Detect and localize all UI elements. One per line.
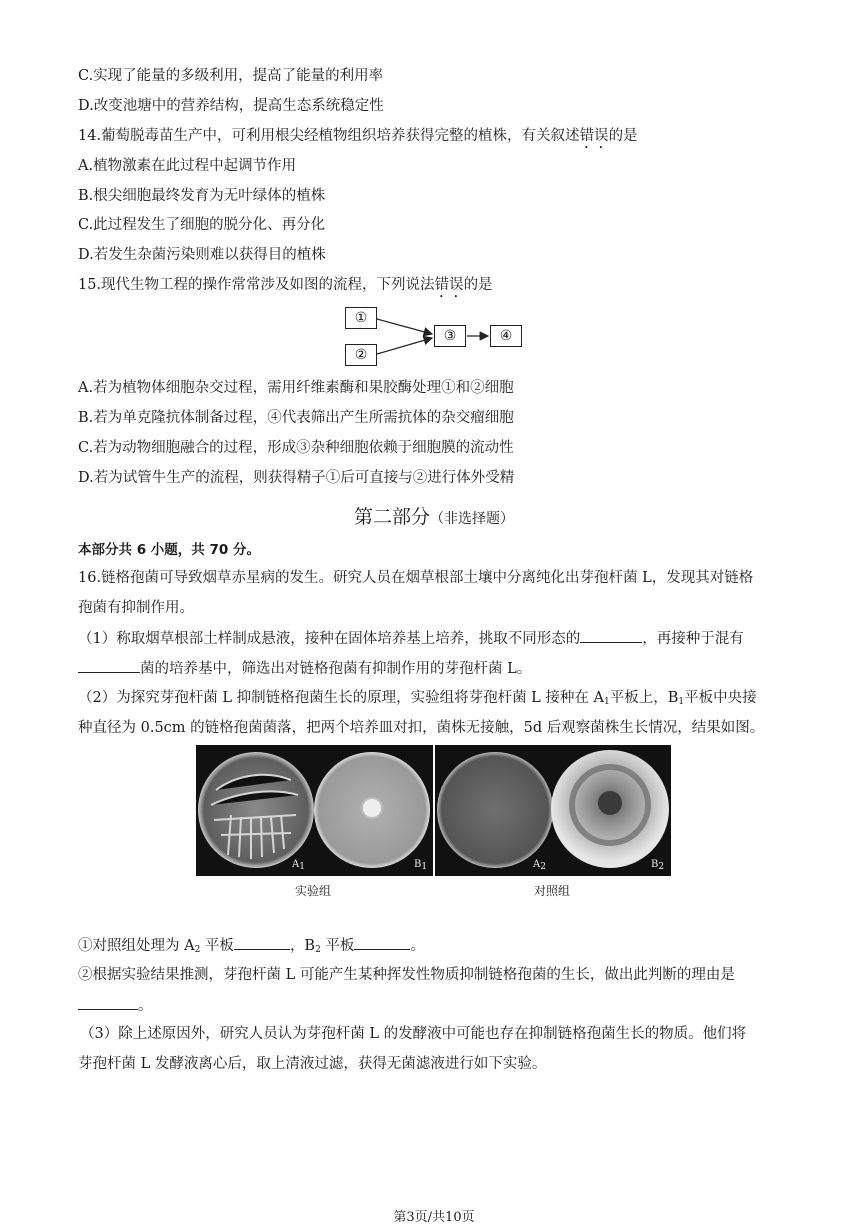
q16-part3-line1: （3）除上述原因外，研究人员认为芽孢杆菌 L 的发酵液中可能也存在抑制链格孢菌生长的物质。他们将 bbox=[80, 1026, 747, 1042]
q15-option-d: D.若为试管牛生产的流程，则获得精子①后可直接与②进行体外受精 bbox=[78, 470, 515, 486]
part2-intro: 本部分共 6 小题，共 70 分。 bbox=[78, 542, 260, 558]
colony-b1 bbox=[362, 798, 382, 818]
label-a1: $A_1$ bbox=[292, 859, 305, 872]
plate-photo-ctrl-svg bbox=[435, 745, 671, 876]
answer-blank-4[interactable] bbox=[354, 935, 410, 950]
q15-option-b: B.若为单克隆抗体制备过程，④代表筛出产生所需抗体的杂交瘤细胞 bbox=[78, 410, 514, 426]
label-a2: $A_2$ bbox=[533, 859, 546, 872]
flow-box-2: ② bbox=[345, 344, 377, 366]
flow-box-3: ③ bbox=[434, 325, 466, 347]
part2-title-main: 第二部分 bbox=[353, 506, 430, 528]
q13-option-d: D.改变池塘中的营养结构，提高生态系统稳定性 bbox=[78, 98, 384, 114]
photo-experimental-group bbox=[196, 745, 433, 876]
photo-control-group bbox=[435, 745, 671, 876]
part2-title bbox=[0, 502, 868, 529]
label-b1: $B_1$ bbox=[414, 859, 428, 872]
flow-arrows bbox=[370, 310, 500, 370]
q16-part2-text-a: （2）为探究芽孢杆菌 L 抑制链格孢菌生长的原理，实验组将芽孢杆菌 L 接种在 A bbox=[78, 690, 604, 706]
q13-option-c: C.实现了能量的多级利用，提高了能量的利用率 bbox=[78, 68, 384, 84]
answer-blank-3[interactable] bbox=[234, 935, 290, 950]
q14-option-d: D.若发生杂菌污染则难以获得目的植株 bbox=[78, 247, 326, 263]
q14-stem bbox=[78, 126, 638, 152]
answer-blank-5[interactable] bbox=[78, 995, 138, 1010]
fungal-center bbox=[598, 791, 622, 815]
q16-part2-text-b: 平板上，B bbox=[609, 690, 679, 706]
q16-sub1-sub-a2: 2 bbox=[194, 945, 201, 955]
q16-part1-text-c: 菌的培养基中，筛选出对链格孢菌有抑制作用的芽孢杆菌 L。 bbox=[140, 661, 532, 677]
flow-box-4: ④ bbox=[490, 325, 522, 347]
flow-box-1: ① bbox=[345, 307, 377, 329]
q16-sub1-text-d: 平板 bbox=[320, 938, 355, 954]
q16-part1-line1 bbox=[78, 628, 744, 649]
answer-blank-2[interactable] bbox=[78, 658, 140, 673]
q16-sub1-text-b: 平板 bbox=[200, 938, 234, 954]
q16-sub1-sub-b2: 2 bbox=[315, 945, 321, 955]
answer-blank-1[interactable] bbox=[580, 628, 642, 643]
q16-stem-line1: 16.链格孢菌可导致烟草赤星病的发生。研究人员在烟草根部土壤中分离纯化出芽孢杆菌 L，发现其对链格 bbox=[78, 570, 754, 586]
q15-stem-tail: 的是 bbox=[463, 277, 493, 293]
q16-sub1 bbox=[78, 935, 425, 960]
q15-stem bbox=[78, 275, 493, 301]
caption-experimental: 实验组 bbox=[295, 884, 332, 898]
q15-stem-emphasis: 错误 bbox=[434, 277, 464, 293]
q15-option-c: C.若为动物细胞融合的过程，形成③杂种细胞依赖于细胞膜的流动性 bbox=[78, 440, 514, 456]
arrow-1-to-3 bbox=[377, 319, 432, 334]
q16-stem-line2: 孢菌有抑制作用。 bbox=[78, 600, 194, 616]
page-footer: 第3页/共10页 bbox=[393, 1210, 475, 1225]
label-b2: $B_2$ bbox=[651, 859, 665, 872]
caption-control: 对照组 bbox=[534, 884, 571, 898]
q16-part2-text-c: 平板中央接 bbox=[684, 690, 757, 706]
q14-stem-emphasis: 错误 bbox=[579, 128, 609, 144]
q14-stem-main: 14.葡萄脱毒苗生产中，可利用根尖经植物组织培养获得完整的植株，有关叙述 bbox=[78, 128, 580, 144]
q16-sub2-line1: ②根据实验结果推测，芽孢杆菌 L 可能产生某种挥发性物质抑制链格孢菌的生长，做出此判断的理由是 bbox=[78, 967, 735, 983]
plate-a1 bbox=[198, 752, 314, 868]
q16-sub2-line2 bbox=[78, 995, 153, 1016]
q16-sub1-text-e: 。 bbox=[410, 938, 425, 954]
plate-a2 bbox=[437, 752, 553, 868]
q16-part2-line2: 种直径为 0.5cm 的链格孢菌菌落，把两个培养皿对扣，菌株无接触，5d 后观察菌株生长情况，结果如图。 bbox=[78, 720, 765, 736]
q14-option-c: C.此过程发生了细胞的脱分化、再分化 bbox=[78, 217, 326, 233]
q16-sub2-text-b: 。 bbox=[138, 998, 153, 1014]
q16-part1-text-b: ，再接种于混有 bbox=[642, 631, 744, 647]
q16-part2-sub-b1: 1 bbox=[678, 697, 685, 707]
q16-part2-line1 bbox=[78, 688, 757, 712]
part2-subtitle: （非选择题） bbox=[430, 511, 514, 527]
q16-sub1-text-a: ①对照组处理为 A bbox=[78, 938, 195, 954]
q16-sub1-text-c: ，B bbox=[289, 938, 316, 954]
q14-option-b: B.根尖细胞最终发育为无叶绿体的植株 bbox=[78, 188, 326, 204]
q16-part3-line2: 芽孢杆菌 L 发酵液离心后，取上清液过滤，获得无菌滤液进行如下实验。 bbox=[78, 1056, 547, 1072]
q14-stem-tail: 的是 bbox=[608, 128, 638, 144]
plate-photo-exp-svg bbox=[196, 745, 433, 876]
arrow-2-to-3 bbox=[377, 338, 432, 354]
q15-option-a: A.若为植物体细胞杂交过程，需用纤维素酶和果胶酶处理①和②细胞 bbox=[78, 380, 514, 396]
q16-part2-sub-a1: 1 bbox=[604, 697, 610, 707]
q16-part1-line2 bbox=[78, 658, 531, 679]
q14-option-a: A.植物激素在此过程中起调节作用 bbox=[78, 158, 297, 174]
q16-part1-text-a: （1）称取烟草根部土样制成悬液，接种在固体培养基上培养，挑取不同形态的 bbox=[78, 631, 581, 647]
q15-stem-main: 15.现代生物工程的操作常常涉及如图的流程，下列说法 bbox=[78, 277, 435, 293]
